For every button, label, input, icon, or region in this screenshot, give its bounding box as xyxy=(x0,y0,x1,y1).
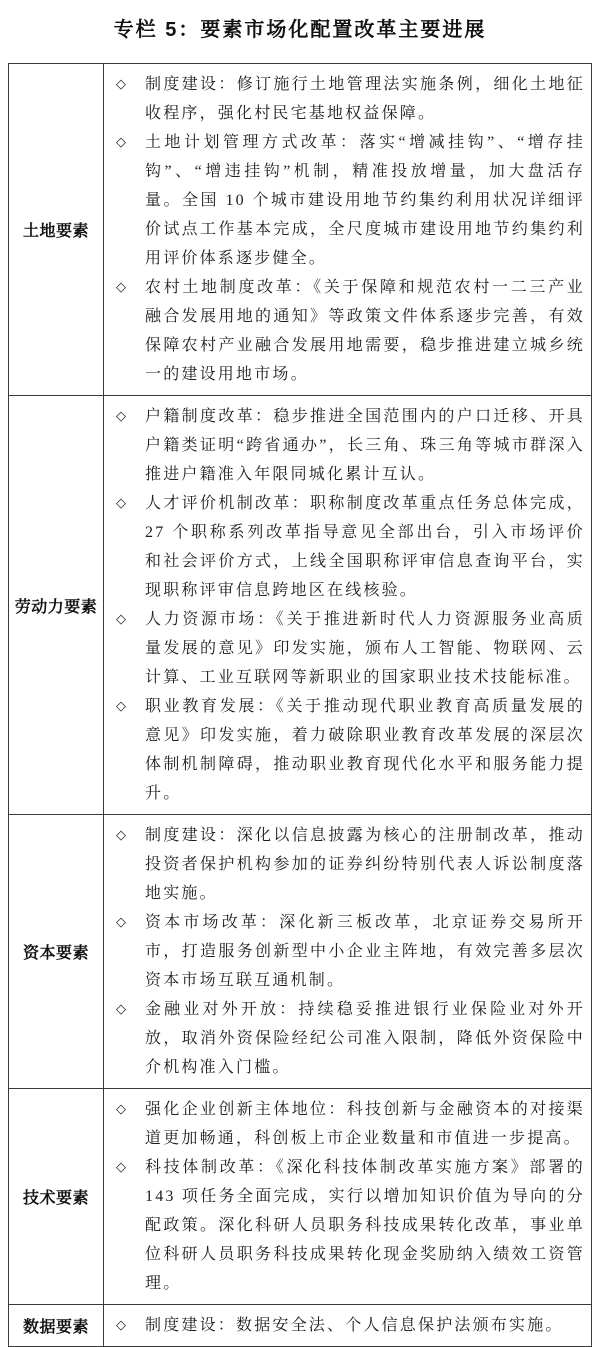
row-content-data xyxy=(104,1305,592,1347)
row-content-capital xyxy=(104,815,592,1089)
page-title: 专栏 5：要素市场化配置改革主要进展 xyxy=(113,19,487,41)
list-item xyxy=(116,1153,585,1298)
list-item-text: 职业教育发展：《关于推动现代职业教育高质量发展的意见》印发实施，着力破除职业教育改革发展的深层次体制机制障碍，推动职业教育现代化水平和服务能力提升。 xyxy=(145,698,585,802)
diamond-bullet-icon: ◇ xyxy=(116,828,126,843)
diamond-bullet-icon: ◇ xyxy=(116,1002,126,1017)
row-label-technology: 技术要素 xyxy=(9,1089,104,1305)
diamond-bullet-icon: ◇ xyxy=(116,699,126,714)
list-item xyxy=(116,489,585,605)
list-item xyxy=(116,1311,585,1340)
list-item-text: 土地计划管理方式改革：落实“增减挂钩”、“增存挂钩”、“增违挂钩”机制，精准投放增量，加大盘活存量。全国 10 个城市建设用地节约集约利用状况详细评价试点工作基本完成，全尺度城市建设用地节约集约利用评价体系逐步健全。 xyxy=(145,134,585,267)
list-item-text: 强化企业创新主体地位：科技创新与金融资本的对接渠道更加畅通，科创板上市企业数量和市值进一步提高。 xyxy=(145,1101,585,1147)
list-item-text: 农村土地制度改革：《关于保障和规范农村一二三产业融合发展用地的通知》等政策文件体系逐步完善，有效保障农村产业融合发展用地需要，稳步推进建立城乡统一的建设用地市场。 xyxy=(145,279,585,383)
list-item-text: 制度建设：修订施行土地管理法实施条例，细化土地征收程序，强化村民宅基地权益保障。 xyxy=(145,76,585,122)
list-item xyxy=(116,273,585,389)
table-row-technology xyxy=(9,1089,592,1305)
row-label-capital: 资本要素 xyxy=(9,815,104,1089)
list-item xyxy=(116,908,585,995)
diamond-bullet-icon: ◇ xyxy=(116,135,126,150)
table-row-capital xyxy=(9,815,592,1089)
list-item xyxy=(116,70,585,128)
factor-progress-table xyxy=(8,63,592,1347)
list-item-text: 人力资源市场：《关于推进新时代人力资源服务业高质量发展的意见》印发实施，颁布人工智能、物联网、云计算、工业互联网等新职业的国家职业技术技能标准。 xyxy=(145,611,585,686)
row-content-labor xyxy=(104,396,592,815)
diamond-bullet-icon: ◇ xyxy=(116,1102,126,1117)
list-item xyxy=(116,605,585,692)
row-content-technology xyxy=(104,1089,592,1305)
diamond-bullet-icon: ◇ xyxy=(116,612,126,627)
list-item-text: 人才评价机制改革：职称制度改革重点任务总体完成，27 个职称系列改革指导意见全部出台，引入市场评价和社会评价方式，上线全国职称评审信息查询平台，实现职称评审信息跨地区在线核验。 xyxy=(145,495,585,599)
list-item xyxy=(116,1095,585,1153)
list-item xyxy=(116,995,585,1082)
row-content-land xyxy=(104,64,592,396)
list-item-text: 金融业对外开放：持续稳妥推进银行业保险业对外开放，取消外资保险经纪公司准入限制，降低外资保险中介机构准入门槛。 xyxy=(145,1001,585,1076)
diamond-bullet-icon: ◇ xyxy=(116,1160,126,1175)
row-label-data: 数据要素 xyxy=(9,1305,104,1347)
table-row-labor xyxy=(9,396,592,815)
list-item-text: 户籍制度改革：稳步推进全国范围内的户口迁移、开具户籍类证明“跨省通办”，长三角、珠三角等城市群深入推进户籍准入年限同城化累计互认。 xyxy=(145,408,585,483)
diamond-bullet-icon: ◇ xyxy=(116,409,126,424)
list-item xyxy=(116,128,585,273)
list-item-text: 制度建设：数据安全法、个人信息保护法颁布实施。 xyxy=(145,1317,564,1334)
list-item-text: 资本市场改革：深化新三板改革，北京证券交易所开市，打造服务创新型中小企业主阵地，有效完善多层次资本市场互联互通机制。 xyxy=(145,914,585,989)
diamond-bullet-icon: ◇ xyxy=(116,1318,126,1333)
row-label-land: 土地要素 xyxy=(9,64,104,396)
list-item xyxy=(116,402,585,489)
list-item xyxy=(116,821,585,908)
list-item xyxy=(116,692,585,808)
diamond-bullet-icon: ◇ xyxy=(116,496,126,511)
list-item-text: 制度建设：深化以信息披露为核心的注册制改革，推动投资者保护机构参加的证券纠纷特别代表人诉讼制度落地实施。 xyxy=(145,827,585,902)
diamond-bullet-icon: ◇ xyxy=(116,280,126,295)
row-label-labor: 劳动力要素 xyxy=(9,396,104,815)
diamond-bullet-icon: ◇ xyxy=(116,915,126,930)
table-row-data xyxy=(9,1305,592,1347)
list-item-text: 科技体制改革：《深化科技体制改革实施方案》部署的 143 项任务全面完成，实行以增加知识价值为导向的分配政策。深化科研人员职务科技成果转化改革，事业单位科研人员职务科技成果转化现金奖励纳入绩效工资管理。 xyxy=(145,1159,585,1292)
table-row-land xyxy=(9,64,592,396)
diamond-bullet-icon: ◇ xyxy=(116,77,126,92)
